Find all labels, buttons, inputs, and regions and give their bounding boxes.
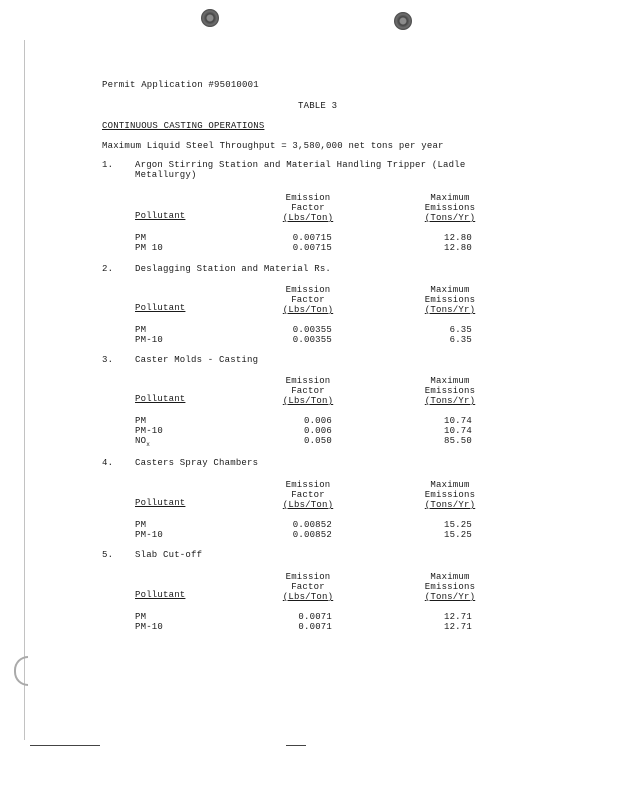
max-emissions-value: 85.50 [443, 436, 472, 446]
pollutant-name: PM [135, 233, 147, 243]
emission-factor-header: Factor [291, 386, 325, 396]
emission-factor-unit: (Lbs/Ton) [282, 396, 334, 406]
section-number: 5. [102, 550, 114, 560]
emission-factor-header: Emission [285, 480, 331, 490]
emission-factor-value: 0.006 [303, 416, 332, 426]
section-title: Casters Spray Chambers [135, 458, 259, 468]
max-emissions-header: Maximum [430, 376, 470, 386]
max-emissions-header: Emissions [424, 203, 476, 213]
pollutant-name: PM [135, 325, 147, 335]
scan-bottom-line [286, 745, 306, 746]
emission-factor-unit: (Lbs/Ton) [282, 213, 334, 223]
max-emissions-unit: (Tons/Yr) [424, 396, 476, 406]
emission-factor-unit: (Lbs/Ton) [282, 305, 334, 315]
emission-factor-value: 0.00852 [292, 520, 332, 530]
throughput-line: Maximum Liquid Steel Throughput = 3,580,000 net tons per year [102, 141, 444, 151]
max-emissions-value: 12.71 [443, 612, 472, 622]
max-emissions-value: 12.71 [443, 622, 472, 632]
emission-factor-value: 0.00715 [292, 233, 332, 243]
max-emissions-header: Emissions [424, 582, 476, 592]
max-emissions-header: Emissions [424, 295, 476, 305]
pollutant-subscript: x [146, 440, 151, 448]
emission-factor-header: Factor [291, 295, 325, 305]
pollutant-name: PM-10 [135, 335, 164, 345]
max-emissions-value: 12.80 [443, 233, 472, 243]
max-emissions-unit: (Tons/Yr) [424, 500, 476, 510]
pollutant-name: $NO_x$ [135, 436, 151, 448]
pollutant-header: Pollutant [135, 211, 186, 221]
emission-factor-unit: (Lbs/Ton) [282, 500, 334, 510]
max-emissions-value: 15.25 [443, 520, 472, 530]
emission-factor-value: 0.00852 [292, 530, 332, 540]
emission-factor-header: Emission [285, 376, 331, 386]
section-title-cont: Metallurgy) [135, 170, 197, 180]
max-emissions-header: Maximum [430, 572, 470, 582]
emission-factor-header: Factor [291, 203, 325, 213]
max-emissions-unit: (Tons/Yr) [424, 592, 476, 602]
pollutant-name: PM-10 [135, 426, 164, 436]
pollutant-name: PM [135, 612, 147, 622]
pollutant-name: PM-10 [135, 622, 164, 632]
emission-factor-value: 0.00355 [292, 335, 332, 345]
emission-factor-value: 0.00715 [292, 243, 332, 253]
max-emissions-unit: (Tons/Yr) [424, 213, 476, 223]
max-emissions-header: Maximum [430, 480, 470, 490]
section-title: Caster Molds - Casting [135, 355, 259, 365]
scan-edge-line [24, 40, 25, 740]
max-emissions-value: 10.74 [443, 416, 472, 426]
section-number: 2. [102, 264, 114, 274]
punch-hole-left [201, 9, 219, 27]
max-emissions-header: Maximum [430, 285, 470, 295]
section-title: Slab Cut-off [135, 550, 203, 560]
section-number: 4. [102, 458, 114, 468]
pollutant-header: Pollutant [135, 498, 186, 508]
section-title: Deslagging Station and Material Rs. [135, 264, 332, 274]
section-number: 1. [102, 160, 114, 170]
pollutant-name: PM [135, 416, 147, 426]
max-emissions-value: 10.74 [443, 426, 472, 436]
max-emissions-value: 6.35 [449, 325, 472, 335]
max-emissions-value: 12.80 [443, 243, 472, 253]
emission-factor-value: 0.0071 [298, 622, 332, 632]
max-emissions-value: 6.35 [449, 335, 472, 345]
punch-hole-right [394, 12, 412, 30]
max-emissions-unit: (Tons/Yr) [424, 305, 476, 315]
emission-factor-unit: (Lbs/Ton) [282, 592, 334, 602]
scan-bottom-line [30, 745, 100, 746]
emission-factor-header: Emission [285, 572, 331, 582]
pollutant-header: Pollutant [135, 590, 186, 600]
emission-factor-value: 0.00355 [292, 325, 332, 335]
emission-factor-header: Emission [285, 193, 331, 203]
pollutant-name: PM 10 [135, 243, 164, 253]
operations-heading: CONTINUOUS CASTING OPERATIONS [102, 121, 265, 131]
emission-factor-header: Emission [285, 285, 331, 295]
emission-factor-header: Factor [291, 490, 325, 500]
max-emissions-value: 15.25 [443, 530, 472, 540]
scan-curl-mark [14, 656, 28, 686]
permit-number: Permit Application #95010001 [102, 80, 259, 90]
max-emissions-header: Emissions [424, 490, 476, 500]
emission-factor-header: Factor [291, 582, 325, 592]
max-emissions-header: Emissions [424, 386, 476, 396]
emission-factor-value: 0.050 [303, 436, 332, 446]
pollutant-name: PM-10 [135, 530, 164, 540]
section-title: Argon Stirring Station and Material Handling Tripper (Ladle [135, 160, 466, 170]
emission-factor-value: 0.006 [303, 426, 332, 436]
table-title: TABLE 3 [298, 101, 338, 111]
pollutant-name: PM [135, 520, 147, 530]
emission-factor-value: 0.0071 [298, 612, 332, 622]
max-emissions-header: Maximum [430, 193, 470, 203]
pollutant-header: Pollutant [135, 303, 186, 313]
pollutant-header: Pollutant [135, 394, 186, 404]
section-number: 3. [102, 355, 114, 365]
